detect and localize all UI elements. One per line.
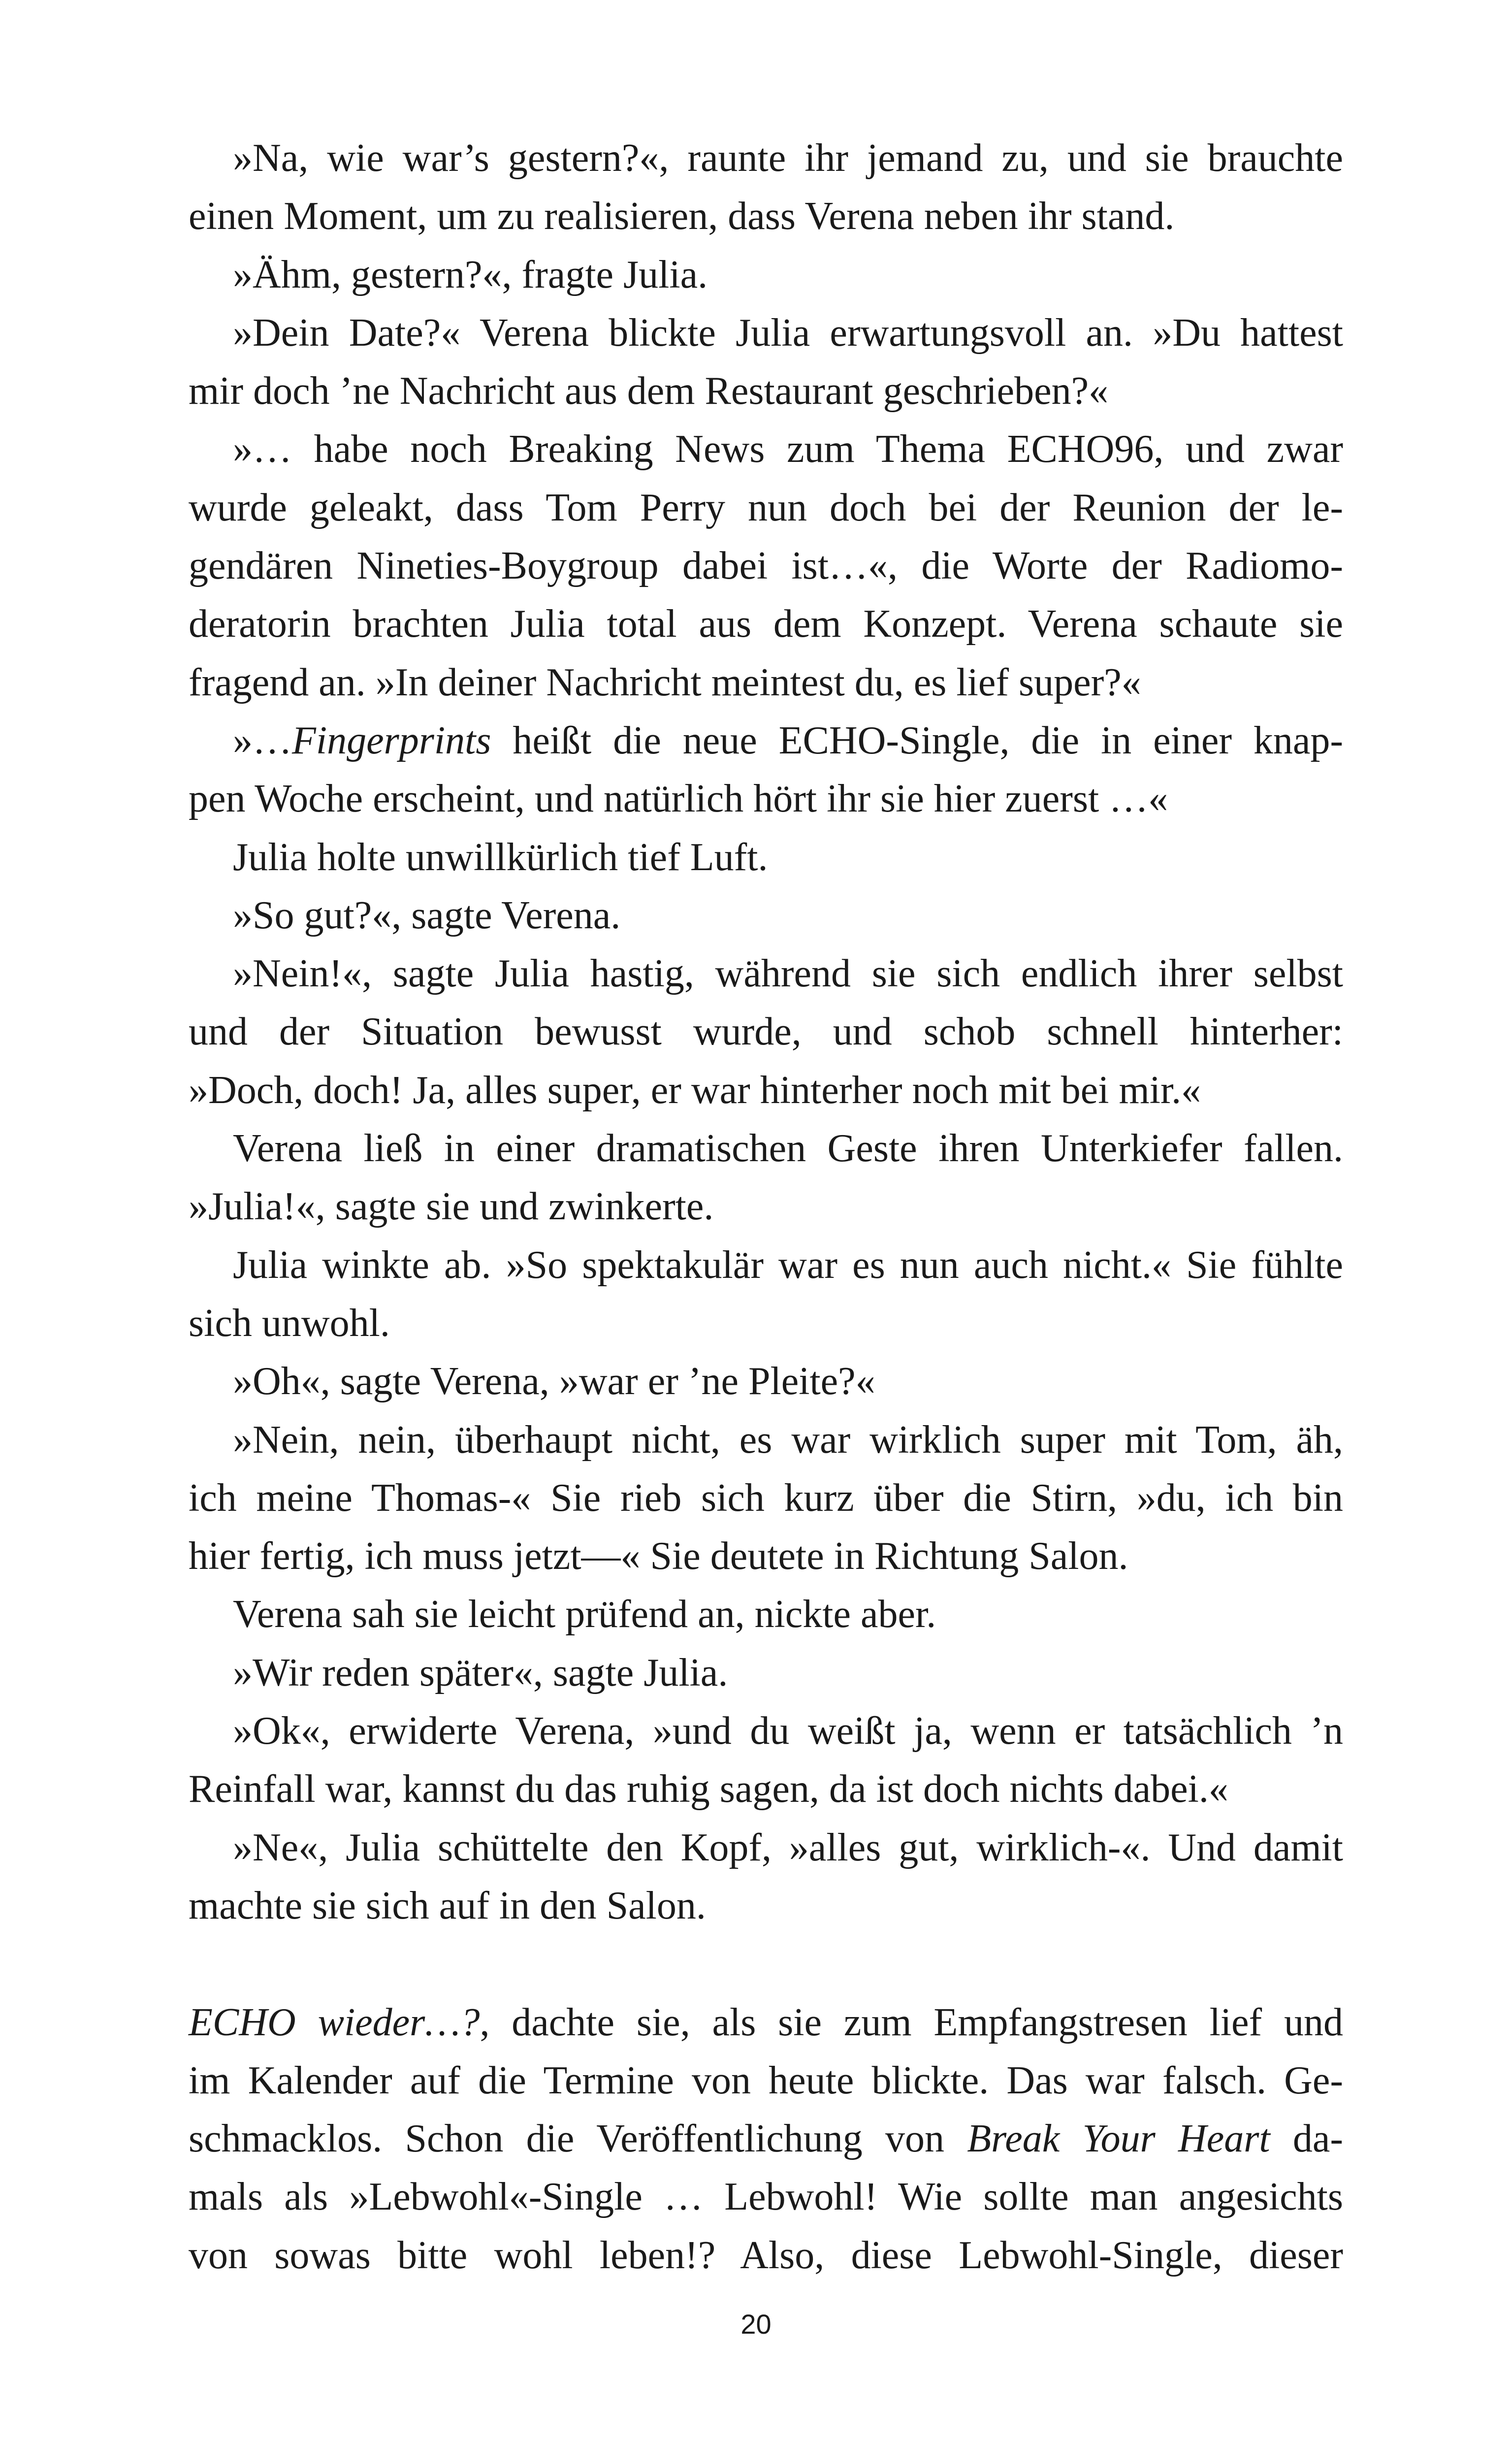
text-run: schmacklos. Schon die Veröffentlichung von — [189, 2117, 967, 2161]
text-line: »Ähm, gestern?«, fragte Julia. — [233, 253, 708, 296]
text-line: hier fertig, ich muss jetzt—« Sie deutete in Richtung Salon. — [189, 1534, 1128, 1578]
text-line: »Julia!«, sagte sie und zwinkerte. — [189, 1185, 714, 1229]
text-run: »… — [233, 718, 292, 762]
text-run: , dachte sie, als sie zum Empfangstresen lief und — [480, 2000, 1344, 2044]
text-line: »Nein!«, sagte Julia hastig, während sie sich endlich ihrer selbst — [233, 952, 1343, 996]
text-line: sich unwohl. — [189, 1301, 390, 1345]
thought-italic: ECHO wieder…? — [189, 2000, 480, 2044]
text-line: »So gut?«, sagte Verena. — [233, 893, 621, 937]
text-line: Julia winkte ab. »So spektakulär war es nun auch nicht.« Sie fühlte — [233, 1243, 1343, 1287]
text-line: Reinfall war, kannst du das ruhig sagen, da ist doch nichts dabei.« — [189, 1767, 1228, 1811]
text-line: »Ne«, Julia schüttelte den Kopf, »alles gut, wirklich-«. Und damit — [233, 1825, 1343, 1869]
song-title-italic: Break Your Heart — [967, 2117, 1270, 2161]
text-line: mals als »Lebwohl«-Single … Lebwohl! Wie sollte man angesichts — [189, 2175, 1343, 2219]
text-line: fragend an. »In deiner Nachricht meintest du, es lief super?« — [189, 660, 1141, 704]
text-line: ich meine Thomas-« Sie rieb sich kurz über die Stirn, »du, ich bin — [189, 1476, 1343, 1520]
text-line: pen Woche erscheint, und natürlich hört ihr sie hier zuerst …« — [189, 777, 1168, 821]
text-line: »Oh«, sagte Verena, »war er ’ne Pleite?« — [233, 1360, 875, 1403]
page-number: 20 — [740, 2309, 772, 2340]
text-line — [189, 712, 1343, 770]
text-line: »Doch, doch! Ja, alles super, er war hinterher noch mit bei mir.« — [189, 1068, 1201, 1112]
text-line: von sowas bitte wohl leben!? Also, diese Lebwohl-Single, dieser — [189, 2233, 1343, 2277]
text-line: im Kalender auf die Termine von heute blickte. Das war falsch. Ge- — [189, 2058, 1343, 2102]
text-line: machte sie sich auf in den Salon. — [189, 1884, 706, 1927]
text-run: da- — [1270, 2117, 1343, 2161]
section-break — [189, 1935, 1343, 1993]
text-line: »Ok«, erwiderte Verena, »und du weißt ja, wenn er tatsächlich ’n — [233, 1709, 1343, 1753]
text-line: »… habe noch Breaking News zum Thema ECHO96, und zwar — [233, 427, 1343, 471]
text-line: mir doch ’ne Nachricht aus dem Restaurant geschrieben?« — [189, 369, 1109, 413]
text-run: heißt die neue ECHO-Single, die in einer knap- — [491, 718, 1343, 762]
text-line — [189, 1993, 1343, 2052]
text-line: deratorin brachten Julia total aus dem Konzept. Verena schaute sie — [189, 602, 1343, 646]
body-text — [189, 129, 1343, 2284]
text-line: und der Situation bewusst wurde, und schob schnell hinterher: — [189, 1010, 1343, 1054]
text-line: »Nein, nein, überhaupt nicht, es war wirklich super mit Tom, äh, — [233, 1418, 1343, 1462]
text-line: »Dein Date?« Verena blickte Julia erwartungsvoll an. »Du hattest — [233, 311, 1343, 355]
text-line: Verena sah sie leicht prüfend an, nickte aber. — [233, 1593, 936, 1636]
song-title-italic: Fingerprints — [292, 718, 491, 762]
text-line: einen Moment, um zu realisieren, dass Verena neben ihr stand. — [189, 195, 1175, 238]
text-line: Verena ließ in einer dramatischen Geste ihren Unterkiefer fallen. — [233, 1127, 1343, 1171]
text-line: gendären Nineties-Boygroup dabei ist…«, die Worte der Radiomo- — [189, 544, 1343, 588]
text-line: wurde geleakt, dass Tom Perry nun doch bei der Reunion der le- — [189, 486, 1343, 529]
text-line: »Na, wie war’s gestern?«, raunte ihr jemand zu, und sie brauchte — [233, 136, 1343, 180]
text-line: »Wir reden später«, sagte Julia. — [233, 1651, 728, 1694]
text-line: Julia holte unwillkürlich tief Luft. — [233, 835, 768, 879]
text-line — [189, 2110, 1343, 2168]
